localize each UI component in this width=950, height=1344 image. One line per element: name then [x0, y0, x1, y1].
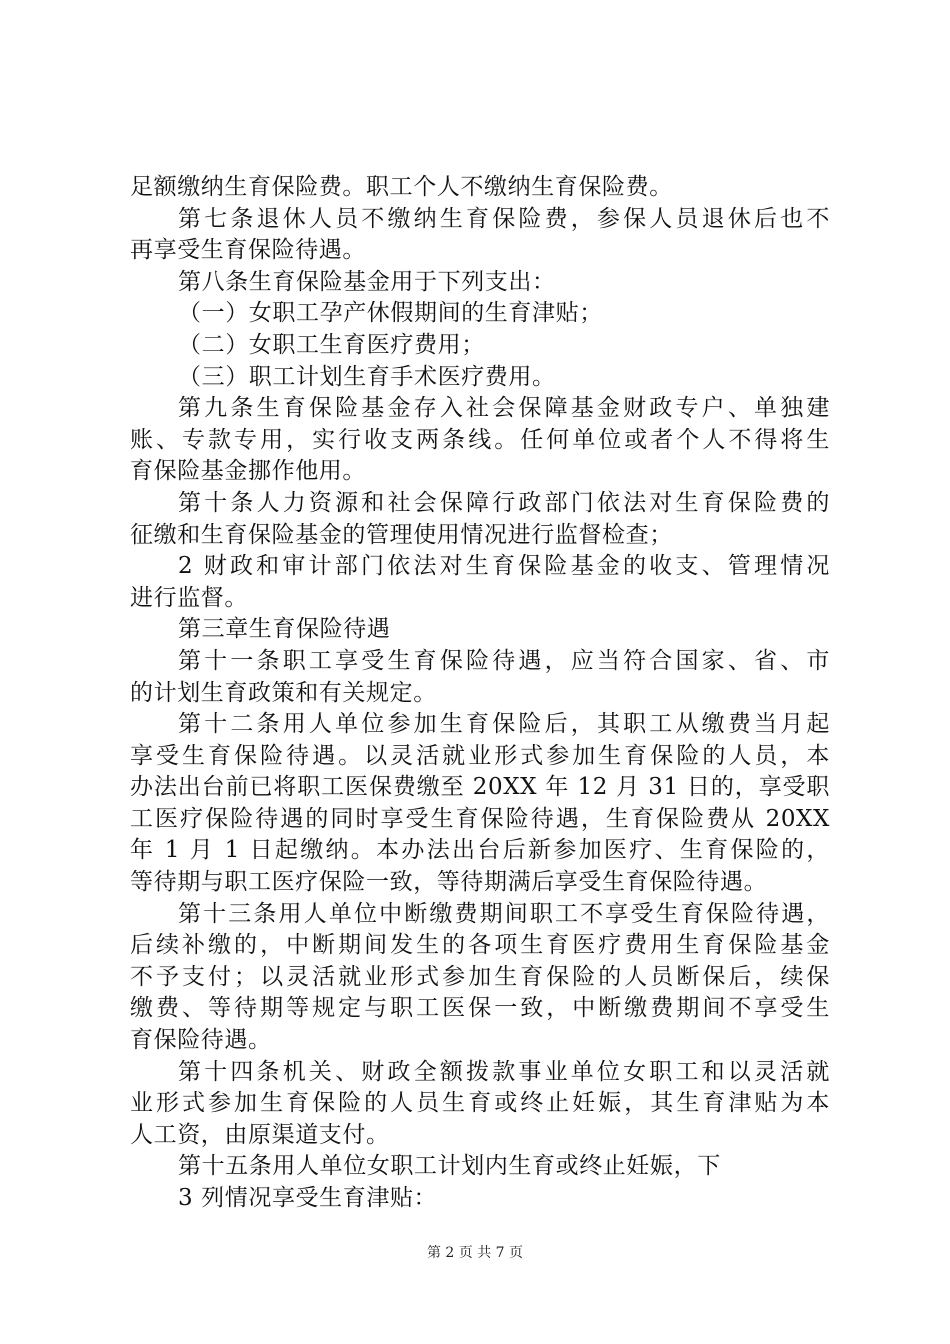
document-line: 第十条人力资源和社会保障行政部门依法对生育保险费的	[178, 489, 830, 516]
document-line: 第三章生育保险待遇	[178, 616, 391, 643]
document-line: 缴费、等待期等规定与职工医保一致，中断缴费期间不享受生	[130, 995, 830, 1022]
document-line: 工医疗保险待遇的同时享受生育保险待遇，生育保险费从 20XX	[130, 805, 830, 832]
document-line: 第十二条用人单位参加生育保险后，其职工从缴费当月起	[178, 711, 830, 738]
document-line: （三）职工计划生育手术医疗费用。	[178, 363, 556, 390]
document-line: 第八条生育保险基金用于下列支出：	[178, 268, 556, 295]
document-line: 2 财政和审计部门依法对生育保险基金的收支、管理情况	[178, 553, 830, 580]
document-line: 不予支付；以灵活就业形式参加生育保险的人员断保后，续保	[130, 963, 830, 990]
document-line: 的计划生育政策和有关规定。	[130, 679, 437, 706]
document-body	[130, 172, 830, 1215]
document-line: 育保险待遇。	[130, 1027, 272, 1054]
document-line: 第九条生育保险基金存入社会保障基金财政专户、单独建	[178, 395, 830, 422]
document-line: 享受生育保险待遇。以灵活就业形式参加生育保险的人员，本	[130, 742, 830, 769]
document-line: 人工资，由原渠道支付。	[130, 1121, 390, 1148]
document-line: 等待期与职工医疗保险一致，等待期满后享受生育保险待遇。	[130, 869, 768, 896]
document-line: 账、专款专用，实行收支两条线。任何单位或者个人不得将生	[130, 426, 830, 453]
document-line: 再享受生育保险待遇。	[130, 237, 366, 264]
document-line: 办法出台前已将职工医保费缴至 20XX 年 12 月 31 日的，享受职	[130, 774, 830, 801]
document-line: （二）女职工生育医疗费用；	[178, 331, 485, 358]
document-line: 征缴和生育保险基金的管理使用情况进行监督检查；	[130, 521, 673, 548]
document-line: （一）女职工孕产休假期间的生育津贴；	[178, 300, 603, 327]
page-footer: 第 2 页 共 7 页	[426, 1245, 524, 1261]
document-line: 第七条退休人员不缴纳生育保险费，参保人员退休后也不	[178, 205, 830, 232]
document-line: 足额缴纳生育保险费。职工个人不缴纳生育保险费。	[130, 174, 673, 200]
document-line: 3 列情况享受生育津贴：	[178, 1185, 438, 1211]
document-line: 年 1 月 1 日起缴纳。本办法出台后新参加医疗、生育保险的，	[130, 837, 830, 864]
document-line: 业形式参加生育保险的人员生育或终止妊娠，其生育津贴为本	[130, 1090, 830, 1117]
document-line: 第十四条机关、财政全额拨款事业单位女职工和以灵活就	[178, 1058, 830, 1085]
document-line: 进行监督。	[130, 584, 248, 611]
document-line: 第十一条职工享受生育保险待遇，应当符合国家、省、市	[178, 647, 830, 674]
document-line: 后续补缴的，中断期间发生的各项生育医疗费用生育保险基金	[130, 932, 830, 959]
document-line: 第十五条用人单位女职工计划内生育或终止妊娠，下	[178, 1153, 721, 1180]
document-line: 第十三条用人单位中断缴费期间职工不享受生育保险待遇，	[178, 900, 830, 927]
document-line: 育保险基金挪作他用。	[130, 458, 366, 485]
